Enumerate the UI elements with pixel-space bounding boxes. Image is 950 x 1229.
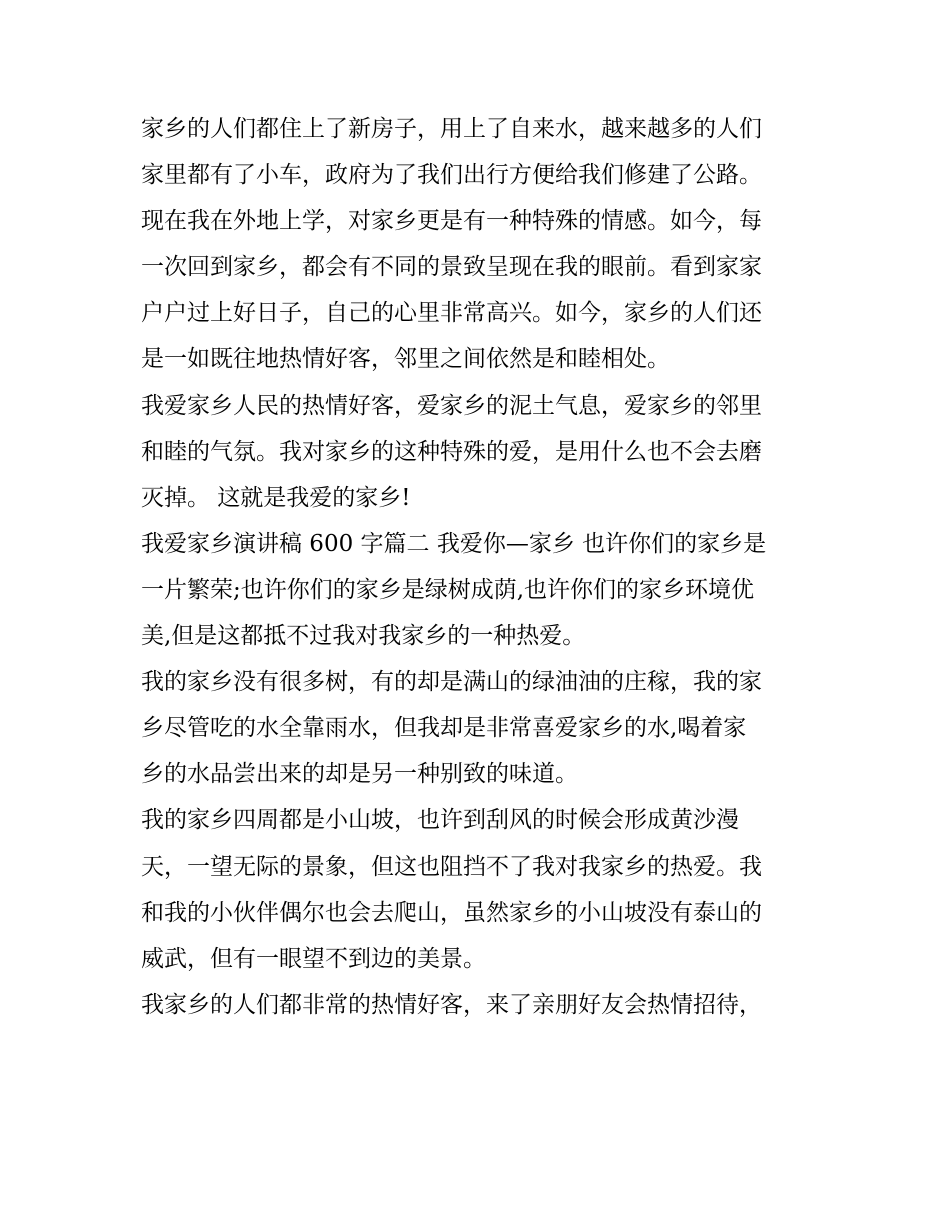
text-line: 乡尽管吃的水全靠雨水，但我却是非常喜爱家乡的水,喝着家: [141, 715, 747, 742]
text-line: 和睦的气氛。我对家乡的这种特殊的爱，是用什么也不会去磨: [141, 438, 762, 465]
text-line: 现在我在外地上学，对家乡更是有一种特殊的情感。如今，每: [141, 208, 762, 235]
text-line: 是一如既往地热情好客，邻里之间依然是和睦相处。: [141, 346, 670, 373]
text-line: 天，一望无际的景象，但这也阻挡不了我对我家乡的热爱。我: [141, 853, 762, 880]
document-body: [141, 106, 821, 1028]
text-line: 一次回到家乡，都会有不同的景致呈现在我的眼前。看到家家: [141, 254, 762, 281]
text-line: 我家乡的人们都非常的热情好客，来了亲朋好友会热情招待，: [141, 991, 762, 1018]
text-line: 家乡的人们都住上了新房子，用上了自来水，越来越多的人们: [141, 116, 762, 142]
text-line: 乡的水品尝出来的却是另一种别致的味道。: [141, 761, 578, 788]
text-line: 和我的小伙伴偶尔也会去爬山，虽然家乡的小山坡没有泰山的: [141, 899, 762, 926]
text-line: 我爱家乡演讲稿 600 字篇二 我爱你—家乡 也许你们的家乡是: [141, 530, 767, 557]
text-line: 我爱家乡人民的热情好客，爱家乡的泥土气息，爱家乡的邻里: [141, 392, 762, 419]
text-line: 我的家乡没有很多树，有的却是满山的绿油油的庄稼，我的家: [141, 669, 762, 696]
text-line: 灭掉。 这就是我爱的家乡!: [141, 484, 411, 511]
text-line: 我的家乡四周都是小山坡，也许到刮风的时候会形成黄沙漫: [141, 807, 739, 834]
text-line: 户户过上好日子，自己的心里非常高兴。如今，家乡的人们还: [141, 300, 762, 327]
text-line: 家里都有了小车，政府为了我们出行方便给我们修建了公路。: [141, 162, 762, 189]
text-line: 一片繁荣;也许你们的家乡是绿树成荫,也许你们的家乡环境优: [141, 576, 755, 603]
text-line: 美,但是这都抵不过我对我家乡的一种热爱。: [141, 623, 586, 650]
text-line: 威武，但有一眼望不到边的美景。: [141, 945, 486, 972]
